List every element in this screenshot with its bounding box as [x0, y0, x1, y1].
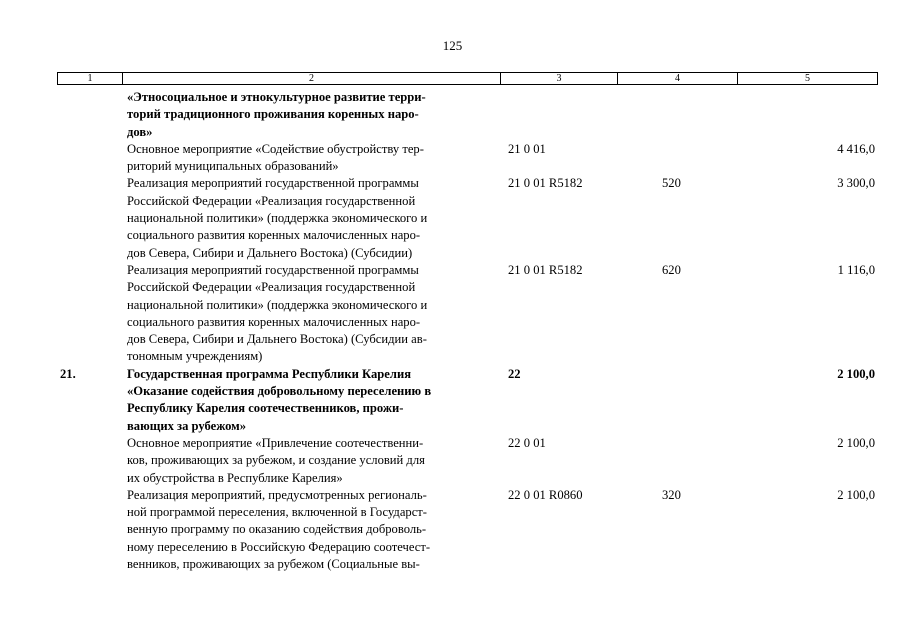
description-line: венную программу по оказанию содействия доброволь- — [127, 522, 427, 537]
description-line: дов Севера, Сибири и Дальнего Востока) (Субсидии ав- — [127, 332, 427, 347]
row-amount: 4 416,0 — [837, 141, 875, 156]
table-row — [57, 89, 878, 141]
description-line: «Этносоциальное и этнокультурное развитие терри- — [127, 90, 426, 104]
description-line: венников, проживающих за рубежом (Социальные вы- — [127, 557, 420, 572]
row-code: 22 0 01 R0860 — [508, 487, 583, 502]
row-description — [122, 366, 500, 435]
row-code: 22 — [508, 366, 521, 381]
column-header-1: 1 — [58, 73, 123, 84]
row-number: 21. — [60, 366, 76, 381]
table-row — [57, 435, 878, 487]
description-line: Российской Федерации «Реализация государственной — [127, 193, 416, 208]
description-line: национальной политики» (поддержка экономического и — [127, 297, 428, 312]
column-header-3: 3 — [501, 73, 618, 84]
description-line: дов Севера, Сибири и Дальнего Востока) (Субсидии) — [127, 245, 413, 260]
row-expense-type: 620 — [662, 262, 681, 277]
row-description — [122, 175, 500, 261]
column-header-4: 4 — [618, 73, 738, 84]
description-line: социального развития коренных малочисленных наро- — [127, 228, 421, 243]
row-expense-type: 320 — [662, 487, 681, 502]
table-row — [57, 366, 878, 435]
row-amount: 3 300,0 — [837, 176, 875, 191]
description-line: тономным учреждениям) — [127, 349, 263, 364]
row-amount: 1 116,0 — [837, 262, 875, 277]
description-line: Реализация мероприятий, предусмотренных региональ- — [127, 487, 427, 502]
description-line: социального развития коренных малочисленных наро- — [127, 314, 421, 329]
column-header-2: 2 — [123, 73, 501, 84]
table-body — [57, 89, 878, 573]
row-code: 21 0 01 R5182 — [508, 176, 583, 191]
description-line: Основное мероприятие «Содействие обустройству тер- — [127, 141, 424, 156]
description-line: Реализация мероприятий государственной программы — [127, 176, 419, 191]
description-line: ной программой переселения, включенной в Государст- — [127, 505, 427, 520]
description-line: Российской Федерации «Реализация государственной — [127, 280, 416, 295]
row-amount: 2 100,0 — [837, 487, 875, 502]
table-row — [57, 175, 878, 261]
row-description — [122, 262, 500, 366]
description-line: ков, проживающих за рубежом, и создание условий для — [127, 453, 425, 468]
table-row — [57, 141, 878, 176]
row-description — [122, 487, 500, 573]
description-line: риторий муниципальных образований» — [127, 159, 339, 174]
table-header-row — [57, 72, 878, 85]
description-line: торий традиционного проживания коренных наро- — [127, 107, 419, 122]
table-row — [57, 262, 878, 366]
row-code: 21 0 01 R5182 — [508, 262, 583, 277]
description-line: ному переселению в Российскую Федерацию соотечест- — [127, 539, 431, 554]
description-line: Государственная программа Республики Карелия — [127, 366, 412, 381]
row-amount: 2 100,0 — [837, 366, 875, 381]
row-code: 22 0 01 — [508, 435, 546, 450]
description-line: «Оказание содействия добровольному переселению в — [127, 384, 432, 399]
description-line: Основное мероприятие «Привлечение соотечественни- — [127, 435, 424, 450]
description-line: национальной политики» (поддержка экономического и — [127, 211, 428, 226]
row-amount: 2 100,0 — [837, 435, 875, 450]
table-row — [57, 487, 878, 573]
row-expense-type: 520 — [662, 176, 681, 191]
description-line: Республику Карелия соотечественников, прожи- — [127, 401, 404, 416]
description-line: дов» — [127, 124, 153, 139]
row-description — [122, 89, 500, 141]
column-header-5: 5 — [805, 73, 810, 84]
row-description — [122, 141, 500, 176]
description-line: Реализация мероприятий государственной программы — [127, 262, 419, 277]
page-number: 125 — [442, 38, 463, 53]
row-code: 21 0 01 — [508, 141, 546, 156]
row-description — [122, 435, 500, 487]
description-line: их обустройства в Республике Карелия» — [127, 470, 343, 485]
description-line: вающих за рубежом» — [127, 418, 247, 433]
